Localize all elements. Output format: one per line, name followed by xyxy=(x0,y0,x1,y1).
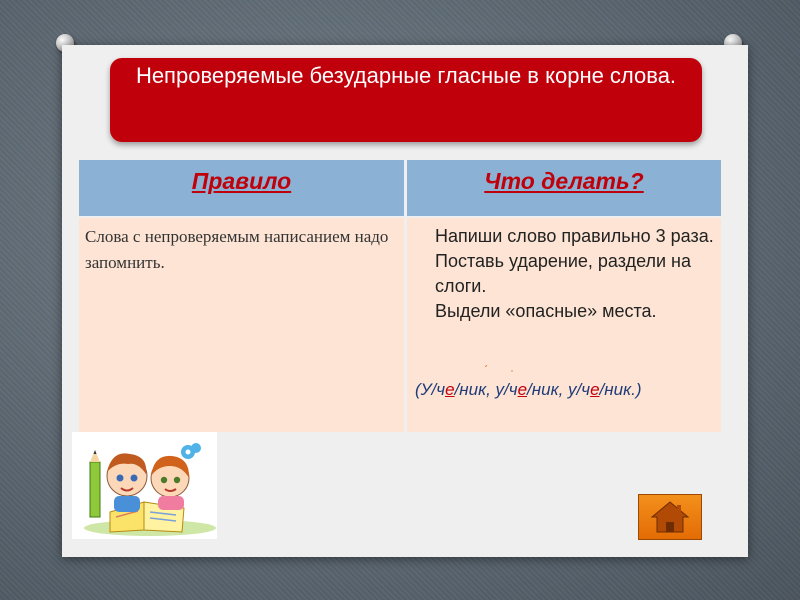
step-text: Напиши слово правильно 3 раза. xyxy=(435,226,714,246)
rule-text: Слова с непроверяемым написанием надо запомнить. xyxy=(85,227,389,272)
slide-title: Непроверяемые безударные гласные в корне слова. xyxy=(110,58,702,142)
action-cell xyxy=(407,218,721,432)
list-item xyxy=(411,299,731,324)
header-action: Что делать? xyxy=(407,160,721,216)
list-item xyxy=(411,224,731,249)
rules-table xyxy=(79,160,721,432)
home-icon xyxy=(639,495,701,539)
header-rule: Правило xyxy=(79,160,404,216)
bullet-icon xyxy=(411,249,435,299)
rule-cell xyxy=(79,218,404,432)
bullet-icon xyxy=(411,224,435,249)
stress-mark-icon: ˈ xyxy=(510,368,514,382)
steps-list xyxy=(411,224,731,324)
bullet-icon xyxy=(411,299,435,324)
step-text: Поставь ударение, раздели на слоги. xyxy=(435,251,691,296)
home-button[interactable] xyxy=(638,494,702,540)
example-syllables: (У/че/ник, у/че/ник, у/че/ник.) xyxy=(415,380,642,399)
step-text: Выдели «опасные» места. xyxy=(435,301,657,321)
stress-mark-icon: ˊ xyxy=(484,363,488,377)
list-item xyxy=(411,249,731,299)
children-reading-icon xyxy=(72,432,217,539)
